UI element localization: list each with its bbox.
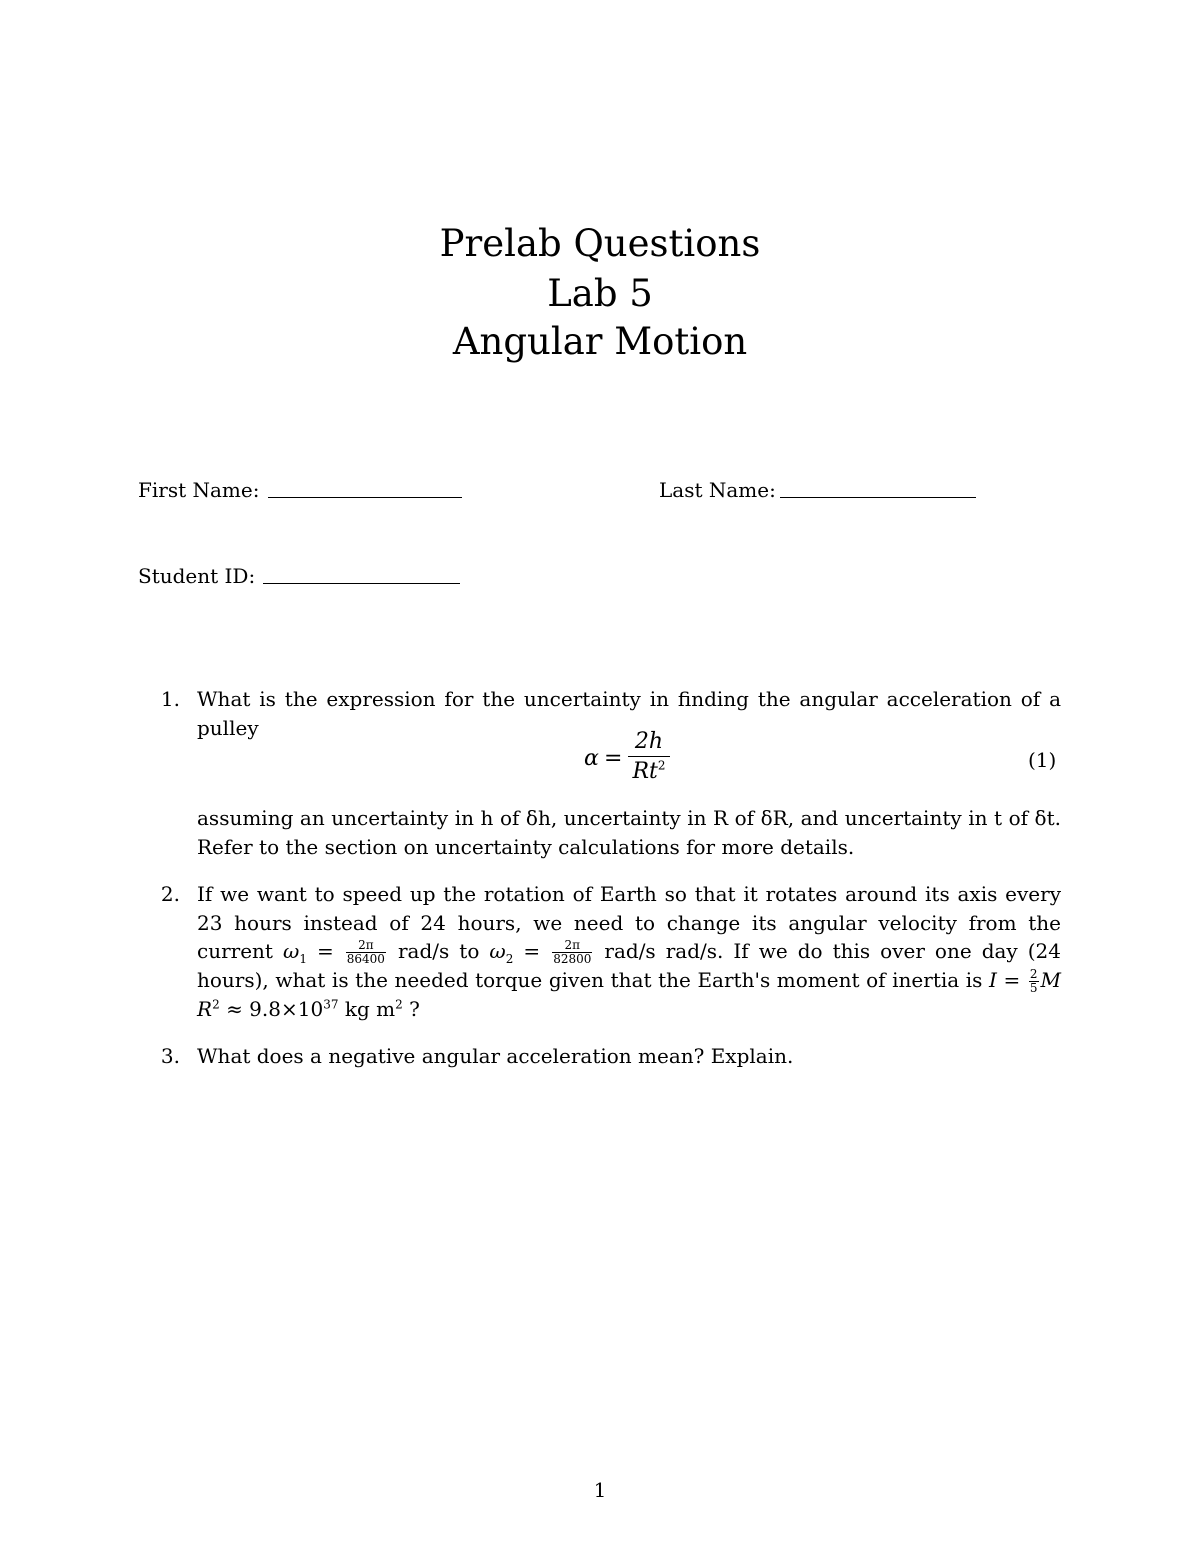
question-2-part2: rad/s rad/s. If we do this over one day (24 hours), what is the needed torque given that the Earth's moment of inertia is xyxy=(197,939,1062,992)
frac-omega-1-num: 2π xyxy=(346,939,386,953)
frac-inertia xyxy=(1029,968,1039,995)
eq-denominator: Rt xyxy=(632,759,658,784)
first-name-blank[interactable] xyxy=(268,497,462,498)
frac-omega-2-num: 2π xyxy=(552,939,592,953)
frac-inertia-den: 5 xyxy=(1029,981,1038,995)
equation-1 xyxy=(560,728,700,788)
question-1-intro: What is the expression for the uncertainty in finding the angular acceleration of a pulley xyxy=(197,687,1061,740)
unit-final: kg m xyxy=(344,997,396,1021)
approx-value: ≈ 9.8×10 xyxy=(226,997,324,1021)
question-3-text: What does a negative angular acceleration mean? Explain. xyxy=(197,1044,794,1068)
eq-equals: = xyxy=(604,746,623,771)
frac-omega-1-den: 86400 xyxy=(346,952,385,966)
inertia-mr-exponent: 2 xyxy=(212,997,220,1012)
eq-alpha: α xyxy=(584,746,599,771)
inertia-mr: M R xyxy=(197,968,1061,1021)
title-line-2: Lab 5 xyxy=(547,272,653,315)
eq-denominator-exponent: 2 xyxy=(657,758,666,773)
omega-2-sub: 2 xyxy=(505,952,514,966)
title-line-1: Prelab Questions xyxy=(439,222,761,265)
unit-final-exponent: 2 xyxy=(395,997,403,1012)
question-3-number: 3. xyxy=(160,1044,180,1068)
omega-1: ω xyxy=(283,939,300,963)
frac-inertia-num: 2 xyxy=(1029,967,1038,981)
question-1-number: 1. xyxy=(160,687,180,711)
unit-1: rad/s to xyxy=(397,939,480,963)
equation-label: (1) xyxy=(1028,748,1057,772)
omega-1-sub: 1 xyxy=(299,952,307,966)
student-id-label: Student ID: xyxy=(138,564,256,588)
first-name-label: First Name: xyxy=(138,478,260,502)
eq-numerator: 2h xyxy=(634,729,664,754)
student-id-blank[interactable] xyxy=(263,583,460,584)
frac-omega-2 xyxy=(552,939,592,966)
approx-exponent: 37 xyxy=(323,997,339,1012)
question-2-part1: If we want to speed up the rotation of Earth so that it rotates around its axis every 23 hours instead of 24 hours, we need to change its angular velocity from the current xyxy=(197,882,1061,963)
last-name-blank[interactable] xyxy=(780,497,976,498)
inertia-symbol: I xyxy=(989,968,997,992)
question-2-end: ? xyxy=(409,997,420,1021)
last-name-label: Last Name: xyxy=(659,478,776,502)
question-2-number: 2. xyxy=(160,882,180,906)
title-line-3: Angular Motion xyxy=(452,320,748,363)
omega-2: ω xyxy=(489,939,506,963)
question-2-text: If we want to speed up the rotation of Earth so that it rotates around its axis every 23 hours instead of 24 hours, we need to change its angular velocity from the current $\omega_1$ = $\frac{2\pi}{86400}$ rad/s to $\omega_2$ = $\frac{2\pi}{82800}$ rad/s rad/s. If we do this over one day (24 hours), what is the needed torque given that the Earth's moment of inertia is I = $\frac{2}{5}$ M $R^2 \approx 9.8\times 10^{37}$ kg $m^2$ ? xyxy=(197,882,1062,1021)
frac-omega-2-den: 82800 xyxy=(553,952,592,966)
frac-omega-1 xyxy=(346,939,386,966)
question-1-after: assuming an uncertainty in h of δh, uncertainty in R of δR, and uncertainty in t of δt. Refer to the section on uncertainty calculations for more details. xyxy=(197,806,1061,859)
page-number: 1 xyxy=(593,1478,607,1502)
